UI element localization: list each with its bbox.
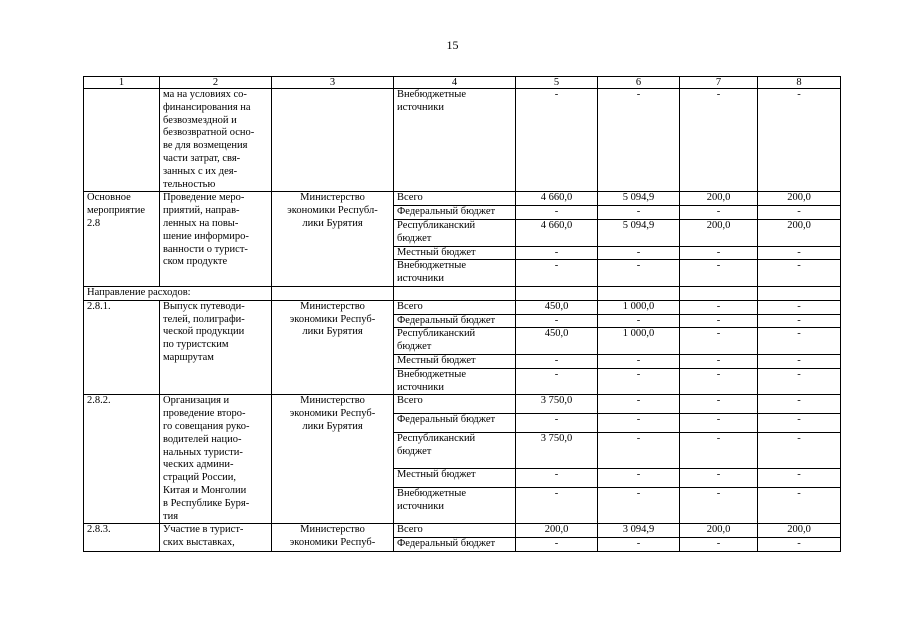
executor-cell: Министерство экономики Респуб- лики Бурятия xyxy=(272,300,394,395)
column-number-8: 8 xyxy=(758,77,841,89)
empty-cell xyxy=(394,286,516,300)
value-cell: 450,0 xyxy=(516,300,598,314)
value-cell: - xyxy=(758,314,841,328)
value-cell: - xyxy=(758,260,841,287)
empty-cell xyxy=(516,286,598,300)
section-row xyxy=(84,286,841,300)
value-cell: 4 660,0 xyxy=(516,219,598,246)
value-cell: - xyxy=(680,246,758,260)
funding-source-cell: Всего xyxy=(394,192,516,206)
value-cell: - xyxy=(758,432,841,468)
empty-cell xyxy=(680,286,758,300)
value-cell: - xyxy=(758,89,841,192)
funding-source-cell: Федеральный бюджет xyxy=(394,538,516,552)
funding-source-cell: Внебюджетные источники xyxy=(394,89,516,192)
value-cell: 3 094,9 xyxy=(598,524,680,538)
measure-number-cell: 2.8.3. xyxy=(84,524,160,552)
value-cell: - xyxy=(516,469,598,488)
executor-cell: Министерство экономики Респуб- лики Бурятия xyxy=(272,395,394,524)
value-cell: - xyxy=(598,488,680,524)
value-cell: 1 000,0 xyxy=(598,328,680,355)
value-cell: - xyxy=(758,368,841,395)
column-number-5: 5 xyxy=(516,77,598,89)
funding-source-cell: Федеральный бюджет xyxy=(394,206,516,220)
table-row xyxy=(84,395,841,414)
column-number-3: 3 xyxy=(272,77,394,89)
value-cell: 3 750,0 xyxy=(516,395,598,414)
value-cell: - xyxy=(680,206,758,220)
value-cell: - xyxy=(680,432,758,468)
funding-source-cell: Внебюджетные источники xyxy=(394,260,516,287)
value-cell: - xyxy=(680,260,758,287)
value-cell: 3 750,0 xyxy=(516,432,598,468)
empty-cell xyxy=(272,89,394,192)
measure-name-cell: Организация и проведение второ- го совещания руко- водителей нацио- нальных туристи- ческих админи- страций России, Китая и Монголии в Республике Буря- тия xyxy=(160,395,272,524)
value-cell: 200,0 xyxy=(680,524,758,538)
value-cell: - xyxy=(598,469,680,488)
value-cell: - xyxy=(598,432,680,468)
value-cell: 200,0 xyxy=(680,192,758,206)
value-cell: - xyxy=(598,354,680,368)
table-row xyxy=(84,192,841,206)
value-cell: - xyxy=(516,260,598,287)
value-cell: - xyxy=(680,354,758,368)
value-cell: - xyxy=(516,354,598,368)
value-cell: 200,0 xyxy=(758,219,841,246)
value-cell: - xyxy=(680,488,758,524)
measure-name-cell: ма на условиях со- финансирования на безвозмездной и безвозвратной осно- ве для возмещения части затрат, свя- занных с их дея- тельностью xyxy=(160,89,272,192)
value-cell: - xyxy=(680,368,758,395)
value-cell: - xyxy=(598,395,680,414)
value-cell: - xyxy=(598,89,680,192)
value-cell: - xyxy=(758,354,841,368)
value-cell: - xyxy=(758,300,841,314)
table-row xyxy=(84,89,841,192)
value-cell: - xyxy=(598,260,680,287)
value-cell: - xyxy=(758,538,841,552)
value-cell: - xyxy=(516,89,598,192)
budget-table xyxy=(83,76,841,552)
value-cell: 450,0 xyxy=(516,328,598,355)
column-number-4: 4 xyxy=(394,77,516,89)
empty-cell xyxy=(84,89,160,192)
funding-source-cell: Республиканский бюджет xyxy=(394,328,516,355)
funding-source-cell: Внебюджетные источники xyxy=(394,368,516,395)
empty-cell xyxy=(272,286,394,300)
empty-cell xyxy=(758,286,841,300)
value-cell: - xyxy=(598,368,680,395)
page-number: 15 xyxy=(446,38,459,52)
funding-source-cell: Республиканский бюджет xyxy=(394,432,516,468)
funding-source-cell: Всего xyxy=(394,395,516,414)
funding-source-cell: Местный бюджет xyxy=(394,469,516,488)
value-cell: - xyxy=(516,488,598,524)
value-cell: - xyxy=(758,206,841,220)
measure-name-cell: Выпуск путеводи- телей, полиграфи- ческой продукции по туристским маршрутам xyxy=(160,300,272,395)
value-cell: - xyxy=(516,206,598,220)
value-cell: 200,0 xyxy=(680,219,758,246)
column-number-row xyxy=(84,77,841,89)
value-cell: - xyxy=(598,246,680,260)
column-number-6: 6 xyxy=(598,77,680,89)
value-cell: - xyxy=(758,488,841,524)
value-cell: - xyxy=(758,246,841,260)
value-cell: - xyxy=(758,414,841,433)
measure-name-cell: Участие в турист- ских выставках, xyxy=(160,524,272,552)
value-cell: - xyxy=(680,395,758,414)
value-cell: 200,0 xyxy=(758,192,841,206)
executor-cell: Министерство экономики Респуб- xyxy=(272,524,394,552)
value-cell: 5 094,9 xyxy=(598,192,680,206)
value-cell: - xyxy=(516,538,598,552)
funding-source-cell: Всего xyxy=(394,524,516,538)
value-cell: - xyxy=(598,206,680,220)
value-cell: 1 000,0 xyxy=(598,300,680,314)
column-number-2: 2 xyxy=(160,77,272,89)
column-number-1: 1 xyxy=(84,77,160,89)
table-row xyxy=(84,300,841,314)
measure-name-cell: Проведение меро- приятий, направ- ленных на повы- шение информиро- ванности о турист- ском продукте xyxy=(160,192,272,287)
value-cell: - xyxy=(680,300,758,314)
measure-number-cell: 2.8.2. xyxy=(84,395,160,524)
value-cell: - xyxy=(680,328,758,355)
value-cell: - xyxy=(598,538,680,552)
measure-number-cell: Основное мероприятие 2.8 xyxy=(84,192,160,287)
funding-source-cell: Федеральный бюджет xyxy=(394,314,516,328)
funding-source-cell: Внебюджетные источники xyxy=(394,488,516,524)
value-cell: - xyxy=(758,469,841,488)
value-cell: - xyxy=(758,395,841,414)
funding-source-cell: Федеральный бюджет xyxy=(394,414,516,433)
value-cell: - xyxy=(680,469,758,488)
funding-source-cell: Всего xyxy=(394,300,516,314)
value-cell: - xyxy=(680,414,758,433)
value-cell: - xyxy=(680,314,758,328)
column-number-7: 7 xyxy=(680,77,758,89)
empty-cell xyxy=(598,286,680,300)
value-cell: - xyxy=(516,246,598,260)
funding-source-cell: Республиканский бюджет xyxy=(394,219,516,246)
value-cell: 4 660,0 xyxy=(516,192,598,206)
value-cell: 5 094,9 xyxy=(598,219,680,246)
value-cell: - xyxy=(516,414,598,433)
value-cell: - xyxy=(680,538,758,552)
value-cell: - xyxy=(598,314,680,328)
value-cell: - xyxy=(598,414,680,433)
executor-cell: Министерство экономики Республ- лики Бурятия xyxy=(272,192,394,287)
section-heading: Направление расходов: xyxy=(84,286,272,300)
value-cell: - xyxy=(680,89,758,192)
value-cell: - xyxy=(758,328,841,355)
value-cell: 200,0 xyxy=(516,524,598,538)
measure-number-cell: 2.8.1. xyxy=(84,300,160,395)
funding-source-cell: Местный бюджет xyxy=(394,354,516,368)
funding-source-cell: Местный бюджет xyxy=(394,246,516,260)
table-row xyxy=(84,524,841,538)
value-cell: 200,0 xyxy=(758,524,841,538)
value-cell: - xyxy=(516,314,598,328)
value-cell: - xyxy=(516,368,598,395)
